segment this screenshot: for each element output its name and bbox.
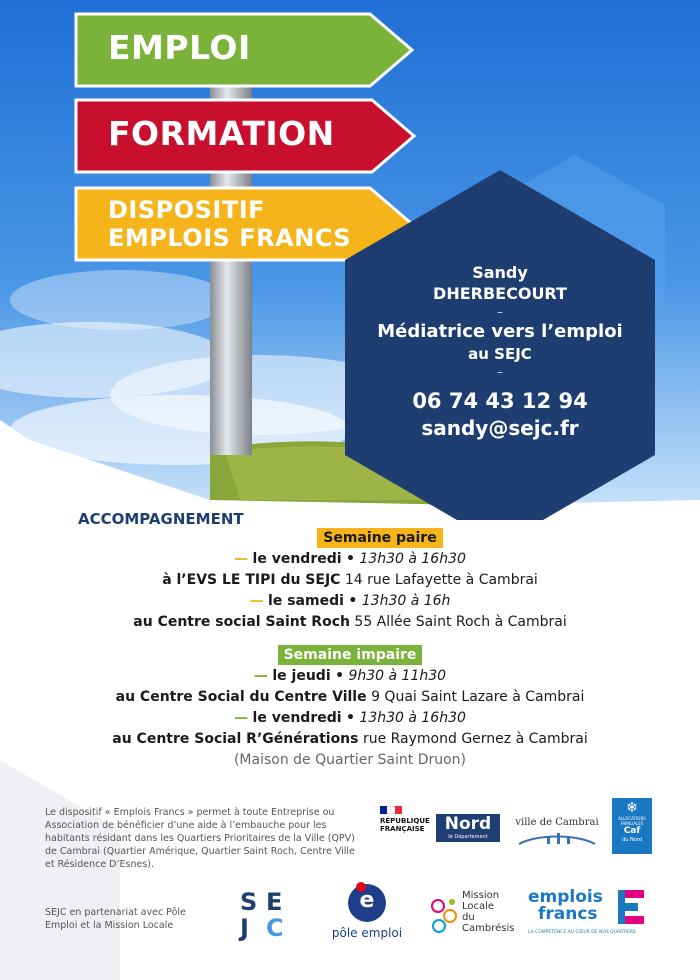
slot-address: 55 Allée Saint Roch à Cambrai xyxy=(354,614,567,630)
slot-time: 13h30 à 16h30 xyxy=(359,710,466,726)
cloud xyxy=(10,270,230,330)
slot-day: le vendredi xyxy=(252,551,342,567)
sign-dispositif-line1: DISPOSITIF xyxy=(108,196,266,224)
sign-dispositif-line2: EMPLOIS FRANCS xyxy=(108,224,352,252)
slot-note: (Maison de Quartier Saint Druon) xyxy=(233,752,467,768)
contact-role: Médiatrice vers l’emploi xyxy=(377,321,623,342)
republique-francaise-logo: RÉPUBLIQUE FRANÇAISE xyxy=(380,806,440,833)
schedule-line: — le vendredi • 13h30 à 16h30 xyxy=(234,551,466,567)
schedule-line xyxy=(0,612,700,633)
slot-address: rue Raymond Gernez à Cambrai xyxy=(362,731,588,747)
sign-emploi-label: EMPLOI xyxy=(108,28,251,67)
partnership-text: SEJC en partenariat avec Pôle Emploi et la Mission Locale xyxy=(45,907,186,931)
contact-organisation: au SEJC xyxy=(468,345,532,363)
contact-phone[interactable]: 06 74 43 12 94 xyxy=(412,389,588,413)
caf-snowflake-icon: ❄ xyxy=(626,800,638,816)
badge-semaine-paire: Semaine paire xyxy=(317,528,442,548)
sign-formation-label: FORMATION xyxy=(108,114,335,153)
slot-address: 9 Quai Saint Lazare à Cambrai xyxy=(371,689,585,705)
slot-place: à l’EVS LE TIPI du SEJC xyxy=(162,572,341,588)
slot-place: au Centre Social R’Générations xyxy=(112,731,359,747)
badge-semaine-impaire: Semaine impaire xyxy=(278,645,423,665)
schedule xyxy=(0,528,700,770)
slot-day: le vendredi xyxy=(252,710,342,726)
slot-day: le jeudi xyxy=(272,668,331,684)
schedule-line xyxy=(0,729,700,750)
pole-emploi-logo: e pôle emploi xyxy=(328,884,406,941)
slot-time: 13h30 à 16h30 xyxy=(359,551,466,567)
contact-separator: – xyxy=(497,305,503,319)
slot-place: au Centre Social du Centre Ville xyxy=(115,689,367,705)
slot-place: au Centre social Saint Roch xyxy=(133,614,350,630)
dispositif-description: Le dispositif « Emplois Francs » permet à toute Entreprise ou Association de bénéficier d’une aide à l’embauche pour les habitants résidant dans les Quartiers Prioritaires de la Ville (QPV) de Cambrai (Quartier Amérique, Quartier Saint Roch, Centre Ville et Résidence D’Esnes). xyxy=(45,807,355,870)
caf-du-nord-logo: ❄ ALLOCATIONS FAMILIALES Caf du Nord xyxy=(612,798,652,854)
contact-last-name: DHERBECOURT xyxy=(433,284,567,303)
schedule-line: — le vendredi • 13h30 à 16h30 xyxy=(234,710,466,726)
nord-departement-logo: Nord le Département xyxy=(436,814,500,842)
contact-separator: – xyxy=(497,365,503,379)
emplois-francs-logo: emplois francs LA COMPÉTENCE AU CŒUR DE NOS QUARTIERS xyxy=(528,888,656,940)
schedule-line: — le samedi • 13h30 à 16h xyxy=(249,593,451,609)
cambrai-skyline-icon xyxy=(517,830,597,846)
sejc-logo: S E J C xyxy=(240,888,284,942)
slot-day: le samedi xyxy=(268,593,344,609)
contact-card xyxy=(345,262,655,441)
slot-time: 9h30 à 11h30 xyxy=(348,668,447,684)
contact-email[interactable]: sandy@sejc.fr xyxy=(421,416,579,440)
pole-emploi-e-icon: e xyxy=(348,884,386,922)
slot-time: 13h30 à 16h xyxy=(361,593,451,609)
accompagnement-title: ACCOMPAGNEMENT xyxy=(78,510,244,528)
mission-locale-dots-icon xyxy=(430,896,460,936)
slot-address: 14 rue Lafayette à Cambrai xyxy=(344,572,538,588)
schedule-line xyxy=(0,570,700,591)
contact-first-name: Sandy xyxy=(472,263,528,282)
schedule-line: — le jeudi • 9h30 à 11h30 xyxy=(253,668,447,684)
ville-de-cambrai-logo: ville de Cambrai xyxy=(512,816,602,850)
schedule-line xyxy=(0,687,700,708)
emplois-francs-e-icon xyxy=(618,890,644,924)
